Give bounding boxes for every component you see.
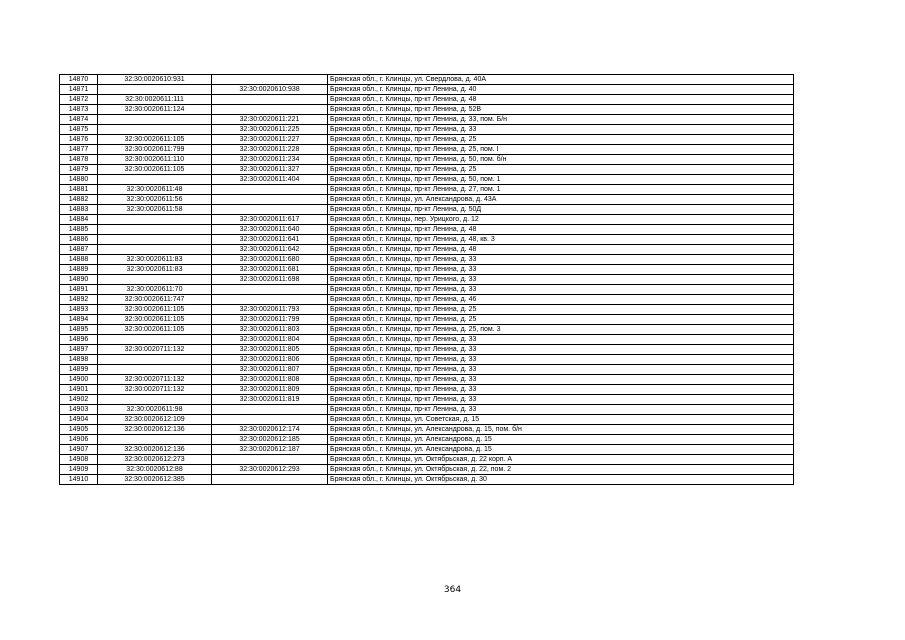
related-cadastral-number-cell: 32:30:0020611:221: [212, 115, 328, 125]
cadastral-number-cell: 32:30:0020611:70: [98, 285, 212, 295]
related-cadastral-number-cell: 32:30:0020611:808: [212, 375, 328, 385]
cadastral-table: [59, 74, 794, 485]
table-row: [60, 195, 794, 205]
cadastral-number-cell: 32:30:0020611:105: [98, 305, 212, 315]
related-cadastral-number-cell: 32:30:0020610:938: [212, 85, 328, 95]
address-cell: Брянская обл., г. Клинцы, пр-кт Ленина, д. 25, пом. I: [328, 145, 794, 155]
row-number-cell: 14896: [60, 335, 98, 345]
row-number-cell: 14906: [60, 435, 98, 445]
cadastral-number-cell: 32:30:0020611:747: [98, 295, 212, 305]
address-cell: Брянская обл., г. Клинцы, пер. Урицкого, д. 12: [328, 215, 794, 225]
address-cell: Брянская обл., г. Клинцы, ул. Александрова, д. 15: [328, 445, 794, 455]
cadastral-number-cell: [98, 365, 212, 375]
related-cadastral-number-cell: 32:30:0020611:617: [212, 215, 328, 225]
row-number-cell: 14874: [60, 115, 98, 125]
table-row: [60, 305, 794, 315]
related-cadastral-number-cell: [212, 95, 328, 105]
related-cadastral-number-cell: 32:30:0020611:807: [212, 365, 328, 375]
table-row: [60, 145, 794, 155]
related-cadastral-number-cell: 32:30:0020611:641: [212, 235, 328, 245]
address-cell: Брянская обл., г. Клинцы, ул. Октябрьская, д. 22 корп. А: [328, 455, 794, 465]
row-number-cell: 14902: [60, 395, 98, 405]
related-cadastral-number-cell: 32:30:0020611:803: [212, 325, 328, 335]
cadastral-number-cell: 32:30:0020611:110: [98, 155, 212, 165]
table-row: [60, 215, 794, 225]
related-cadastral-number-cell: 32:30:0020611:225: [212, 125, 328, 135]
cadastral-number-cell: [98, 215, 212, 225]
row-number-cell: 14908: [60, 455, 98, 465]
cadastral-number-cell: 32:30:0020611:105: [98, 315, 212, 325]
address-cell: Брянская обл., г. Клинцы, пр-кт Ленина, д. 50, пом. 1: [328, 175, 794, 185]
row-number-cell: 14882: [60, 195, 98, 205]
row-number-cell: 14903: [60, 405, 98, 415]
table-row: [60, 345, 794, 355]
address-cell: Брянская обл., г. Клинцы, пр-кт Ленина, д. 48: [328, 95, 794, 105]
table-row: [60, 325, 794, 335]
row-number-cell: 14875: [60, 125, 98, 135]
table-row: [60, 255, 794, 265]
table-row: [60, 445, 794, 455]
address-cell: Брянская обл., г. Клинцы, пр-кт Ленина, д. 33: [328, 375, 794, 385]
related-cadastral-number-cell: 32:30:0020611:805: [212, 345, 328, 355]
row-number-cell: 14883: [60, 205, 98, 215]
table-row: [60, 125, 794, 135]
address-cell: Брянская обл., г. Клинцы, пр-кт Ленина, д. 25: [328, 135, 794, 145]
row-number-cell: 14897: [60, 345, 98, 355]
address-cell: Брянская обл., г. Клинцы, ул. Александрова, д. 43А: [328, 195, 794, 205]
related-cadastral-number-cell: [212, 75, 328, 85]
row-number-cell: 14910: [60, 475, 98, 485]
cadastral-number-cell: [98, 225, 212, 235]
table-row: [60, 425, 794, 435]
related-cadastral-number-cell: 32:30:0020611:404: [212, 175, 328, 185]
row-number-cell: 14884: [60, 215, 98, 225]
related-cadastral-number-cell: 32:30:0020611:642: [212, 245, 328, 255]
address-cell: Брянская обл., г. Клинцы, пр-кт Ленина, д. 33: [328, 365, 794, 375]
address-cell: Брянская обл., г. Клинцы, ул. Советская, д. 15: [328, 415, 794, 425]
cadastral-number-cell: 32:30:0020611:105: [98, 325, 212, 335]
table-row: [60, 405, 794, 415]
cadastral-number-cell: 32:30:0020611:105: [98, 165, 212, 175]
cadastral-number-cell: 32:30:0020612:88: [98, 465, 212, 475]
address-cell: Брянская обл., г. Клинцы, пр-кт Ленина, д. 25: [328, 315, 794, 325]
address-cell: Брянская обл., г. Клинцы, пр-кт Ленина, д. 25: [328, 165, 794, 175]
table-row: [60, 155, 794, 165]
related-cadastral-number-cell: [212, 295, 328, 305]
table-row: [60, 455, 794, 465]
cadastral-number-cell: 32:30:0020711:132: [98, 385, 212, 395]
cadastral-number-cell: 32:30:0020612:136: [98, 445, 212, 455]
row-number-cell: 14890: [60, 275, 98, 285]
address-cell: Брянская обл., г. Клинцы, пр-кт Ленина, д. 33: [328, 335, 794, 345]
row-number-cell: 14878: [60, 155, 98, 165]
table-row: [60, 285, 794, 295]
table-row: [60, 75, 794, 85]
table-row: [60, 235, 794, 245]
table-row: [60, 115, 794, 125]
related-cadastral-number-cell: [212, 415, 328, 425]
row-number-cell: 14894: [60, 315, 98, 325]
row-number-cell: 14872: [60, 95, 98, 105]
row-number-cell: 14888: [60, 255, 98, 265]
related-cadastral-number-cell: 32:30:0020611:698: [212, 275, 328, 285]
cadastral-number-cell: 32:30:0020612:385: [98, 475, 212, 485]
row-number-cell: 14873: [60, 105, 98, 115]
row-number-cell: 14871: [60, 85, 98, 95]
table-row: [60, 315, 794, 325]
table-row: [60, 335, 794, 345]
table-row: [60, 355, 794, 365]
row-number-cell: 14899: [60, 365, 98, 375]
table-row: [60, 475, 794, 485]
cadastral-number-cell: [98, 175, 212, 185]
cadastral-number-cell: 32:30:0020611:83: [98, 255, 212, 265]
address-cell: Брянская обл., г. Клинцы, ул. Октябрьская, д. 22, пом. 2: [328, 465, 794, 475]
cadastral-number-cell: 32:30:0020611:105: [98, 135, 212, 145]
table-row: [60, 185, 794, 195]
address-cell: Брянская обл., г. Клинцы, ул. Свердлова, д. 40А: [328, 75, 794, 85]
related-cadastral-number-cell: 32:30:0020611:819: [212, 395, 328, 405]
cadastral-number-cell: [98, 115, 212, 125]
address-cell: Брянская обл., г. Клинцы, пр-кт Ленина, д. 25, пом. 3: [328, 325, 794, 335]
table-row: [60, 95, 794, 105]
row-number-cell: 14881: [60, 185, 98, 195]
related-cadastral-number-cell: 32:30:0020611:806: [212, 355, 328, 365]
row-number-cell: 14877: [60, 145, 98, 155]
cadastral-number-cell: 32:30:0020612:136: [98, 425, 212, 435]
address-cell: Брянская обл., г. Клинцы, пр-кт Ленина, д. 52В: [328, 105, 794, 115]
related-cadastral-number-cell: [212, 285, 328, 295]
cadastral-number-cell: 32:30:0020611:83: [98, 265, 212, 275]
address-cell: Брянская обл., г. Клинцы, пр-кт Ленина, д. 33: [328, 395, 794, 405]
page-number: 364: [443, 585, 462, 595]
address-cell: Брянская обл., г. Клинцы, пр-кт Ленина, д. 33: [328, 125, 794, 135]
cadastral-number-cell: [98, 435, 212, 445]
address-cell: Брянская обл., г. Клинцы, пр-кт Ленина, д. 40: [328, 85, 794, 95]
table-row: [60, 175, 794, 185]
related-cadastral-number-cell: 32:30:0020611:681: [212, 265, 328, 275]
row-number-cell: 14895: [60, 325, 98, 335]
address-cell: Брянская обл., г. Клинцы, пр-кт Ленина, д. 48: [328, 245, 794, 255]
cadastral-number-cell: 32:30:0020611:56: [98, 195, 212, 205]
table-row: [60, 385, 794, 395]
row-number-cell: 14900: [60, 375, 98, 385]
table-row: [60, 165, 794, 175]
cadastral-number-cell: 32:30:0020611:48: [98, 185, 212, 195]
cadastral-number-cell: 32:30:0020612:109: [98, 415, 212, 425]
related-cadastral-number-cell: 32:30:0020611:804: [212, 335, 328, 345]
address-cell: Брянская обл., г. Клинцы, пр-кт Ленина, д. 50, пом. б/н: [328, 155, 794, 165]
row-number-cell: 14870: [60, 75, 98, 85]
address-cell: Брянская обл., г. Клинцы, пр-кт Ленина, д. 27, пом. 1: [328, 185, 794, 195]
cadastral-number-cell: 32:30:0020711:132: [98, 375, 212, 385]
address-cell: Брянская обл., г. Клинцы, пр-кт Ленина, д. 33: [328, 345, 794, 355]
row-number-cell: 14876: [60, 135, 98, 145]
address-cell: Брянская обл., г. Клинцы, ул. Александрова, д. 15: [328, 435, 794, 445]
address-cell: Брянская обл., г. Клинцы, пр-кт Ленина, д. 33: [328, 255, 794, 265]
row-number-cell: 14904: [60, 415, 98, 425]
related-cadastral-number-cell: 32:30:0020611:228: [212, 145, 328, 155]
related-cadastral-number-cell: 32:30:0020611:799: [212, 315, 328, 325]
cadastral-number-cell: 32:30:0020612:273: [98, 455, 212, 465]
cadastral-number-cell: 32:30:0020611:58: [98, 205, 212, 215]
related-cadastral-number-cell: 32:30:0020612:293: [212, 465, 328, 475]
cadastral-number-cell: 32:30:0020610:931: [98, 75, 212, 85]
cadastral-number-cell: 32:30:0020611:111: [98, 95, 212, 105]
related-cadastral-number-cell: 32:30:0020611:793: [212, 305, 328, 315]
cadastral-number-cell: 32:30:0020611:98: [98, 405, 212, 415]
address-cell: Брянская обл., г. Клинцы, пр-кт Ленина, д. 48: [328, 225, 794, 235]
cadastral-number-cell: [98, 125, 212, 135]
address-cell: Брянская обл., г. Клинцы, пр-кт Ленина, д. 50Д: [328, 205, 794, 215]
table-row: [60, 105, 794, 115]
table-row: [60, 395, 794, 405]
cadastral-number-cell: [98, 85, 212, 95]
cadastral-number-cell: [98, 245, 212, 255]
address-cell: Брянская обл., г. Клинцы, ул. Октябрьская, д. 30: [328, 475, 794, 485]
cadastral-number-cell: [98, 395, 212, 405]
table-row: [60, 245, 794, 255]
cadastral-number-cell: 32:30:0020611:124: [98, 105, 212, 115]
cadastral-number-cell: [98, 275, 212, 285]
row-number-cell: 14886: [60, 235, 98, 245]
address-cell: Брянская обл., г. Клинцы, пр-кт Ленина, д. 33: [328, 405, 794, 415]
related-cadastral-number-cell: 32:30:0020612:187: [212, 445, 328, 455]
related-cadastral-number-cell: [212, 185, 328, 195]
cadastral-number-cell: [98, 355, 212, 365]
table-row: [60, 365, 794, 375]
row-number-cell: 14885: [60, 225, 98, 235]
row-number-cell: 14879: [60, 165, 98, 175]
row-number-cell: 14880: [60, 175, 98, 185]
cadastral-number-cell: 32:30:0020611:799: [98, 145, 212, 155]
row-number-cell: 14909: [60, 465, 98, 475]
related-cadastral-number-cell: [212, 455, 328, 465]
related-cadastral-number-cell: 32:30:0020611:680: [212, 255, 328, 265]
table-row: [60, 265, 794, 275]
address-cell: Брянская обл., г. Клинцы, пр-кт Ленина, д. 33, пом. Б/н: [328, 115, 794, 125]
address-cell: Брянская обл., г. Клинцы, пр-кт Ленина, д. 25: [328, 305, 794, 315]
row-number-cell: 14892: [60, 295, 98, 305]
related-cadastral-number-cell: 32:30:0020611:809: [212, 385, 328, 395]
table-body: [60, 75, 794, 485]
address-cell: Брянская обл., г. Клинцы, пр-кт Ленина, д. 33: [328, 275, 794, 285]
row-number-cell: 14891: [60, 285, 98, 295]
cadastral-number-cell: [98, 335, 212, 345]
related-cadastral-number-cell: [212, 195, 328, 205]
row-number-cell: 14907: [60, 445, 98, 455]
cadastral-number-cell: 32:30:0020711:132: [98, 345, 212, 355]
table-row: [60, 375, 794, 385]
table-row: [60, 295, 794, 305]
related-cadastral-number-cell: 32:30:0020611:234: [212, 155, 328, 165]
table-row: [60, 85, 794, 95]
related-cadastral-number-cell: 32:30:0020612:174: [212, 425, 328, 435]
row-number-cell: 14901: [60, 385, 98, 395]
table-row: [60, 135, 794, 145]
row-number-cell: 14898: [60, 355, 98, 365]
table-row: [60, 415, 794, 425]
cadastral-number-cell: [98, 235, 212, 245]
related-cadastral-number-cell: 32:30:0020611:640: [212, 225, 328, 235]
address-cell: Брянская обл., г. Клинцы, пр-кт Ленина, д. 48, кв. 3: [328, 235, 794, 245]
row-number-cell: 14887: [60, 245, 98, 255]
table-row: [60, 435, 794, 445]
related-cadastral-number-cell: 32:30:0020612:185: [212, 435, 328, 445]
address-cell: Брянская обл., г. Клинцы, пр-кт Ленина, д. 46: [328, 295, 794, 305]
related-cadastral-number-cell: [212, 405, 328, 415]
table-row: [60, 205, 794, 215]
address-cell: Брянская обл., г. Клинцы, пр-кт Ленина, д. 33: [328, 285, 794, 295]
table-row: [60, 225, 794, 235]
row-number-cell: 14905: [60, 425, 98, 435]
related-cadastral-number-cell: [212, 205, 328, 215]
address-cell: Брянская обл., г. Клинцы, пр-кт Ленина, д. 33: [328, 355, 794, 365]
table-row: [60, 465, 794, 475]
address-cell: Брянская обл., г. Клинцы, пр-кт Ленина, д. 33: [328, 385, 794, 395]
address-cell: Брянская обл., г. Клинцы, ул. Александрова, д. 15, пом. б/н: [328, 425, 794, 435]
related-cadastral-number-cell: 32:30:0020611:327: [212, 165, 328, 175]
table-row: [60, 275, 794, 285]
address-cell: Брянская обл., г. Клинцы, пр-кт Ленина, д. 33: [328, 265, 794, 275]
related-cadastral-number-cell: [212, 475, 328, 485]
row-number-cell: 14893: [60, 305, 98, 315]
related-cadastral-number-cell: 32:30:0020611:227: [212, 135, 328, 145]
row-number-cell: 14889: [60, 265, 98, 275]
related-cadastral-number-cell: [212, 105, 328, 115]
